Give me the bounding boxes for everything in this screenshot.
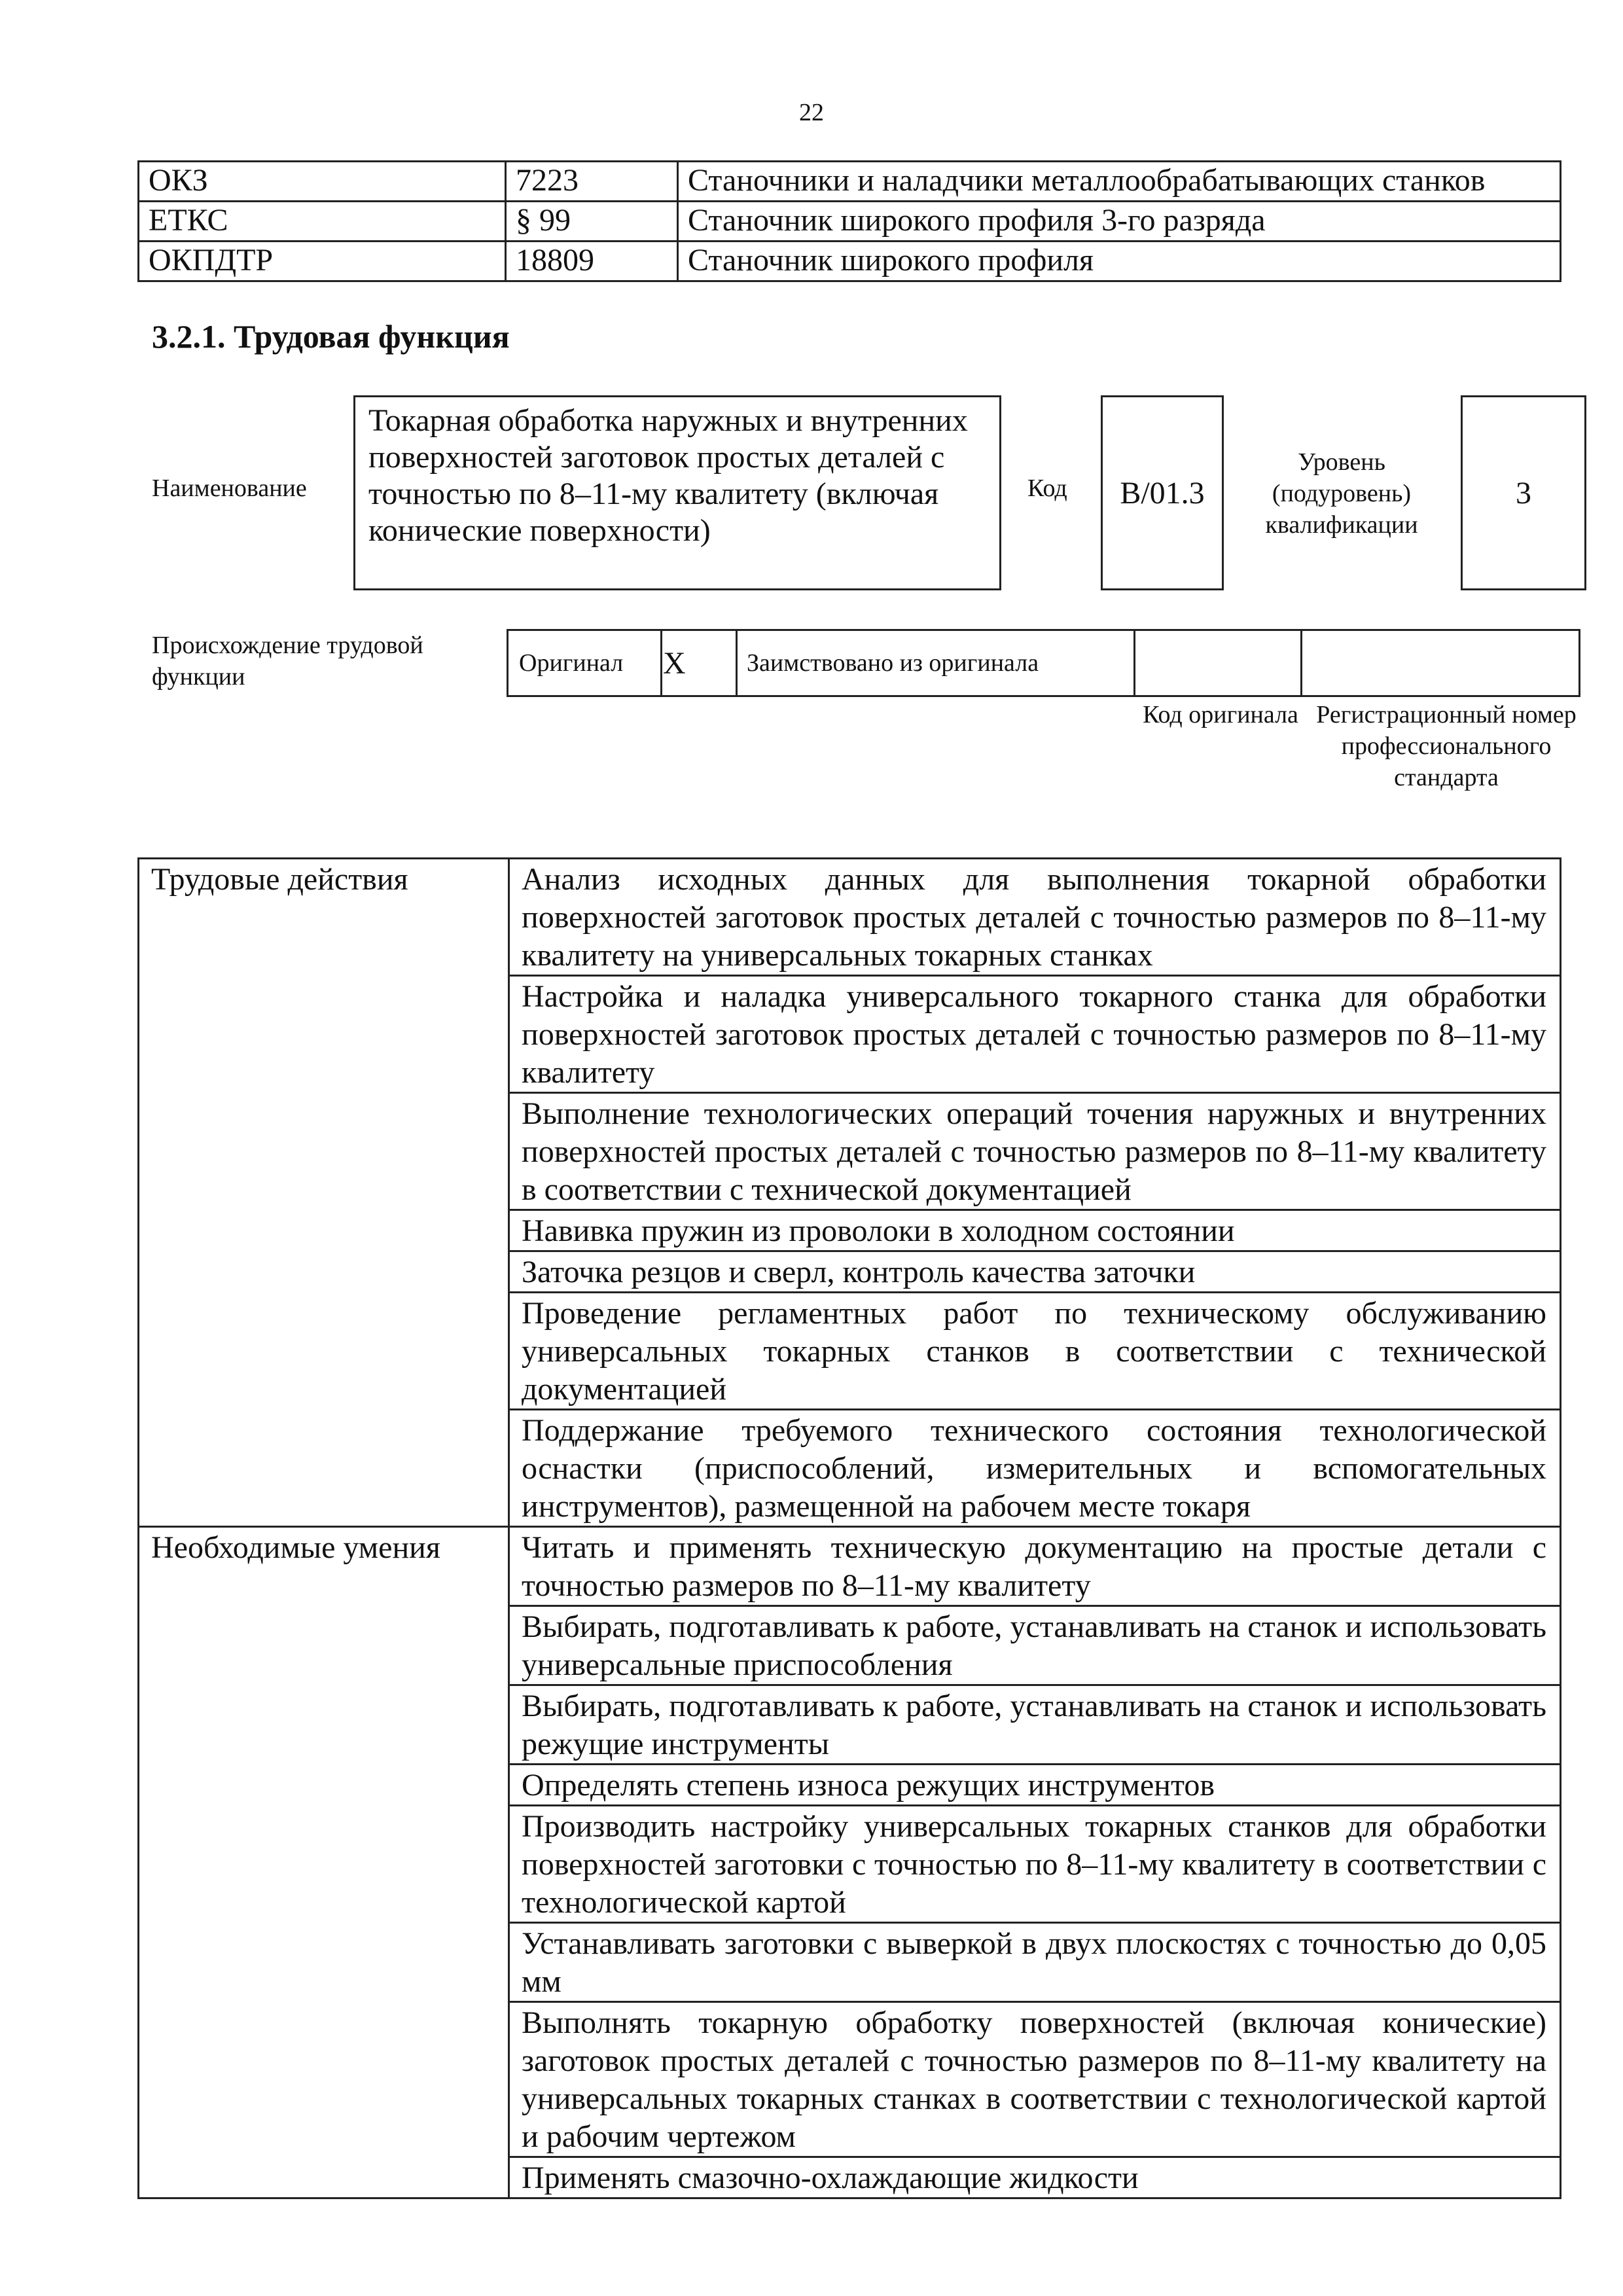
- level-label: Уровень (подуровень) квалификации: [1265, 448, 1418, 539]
- code-type-cell: ОКПДТР: [139, 242, 506, 281]
- occupation-name-cell: Станочники и наладчики металлообрабатывающих станков: [678, 162, 1561, 202]
- borrowed-label: Заимствовано из оригинала: [737, 630, 1135, 696]
- classification-table: [137, 160, 1561, 282]
- labor-actions-row: [139, 859, 1561, 976]
- code-label: Код: [1027, 475, 1067, 502]
- labor-actions-item: Поддержание требуемого технического состояния технологической оснастки (приспособлений, измерительных и вспомогательных инструментов), размещенной на рабочем месте токаря: [509, 1410, 1561, 1527]
- level-box: 3: [1461, 395, 1586, 590]
- labor-actions-item: Проведение регламентных работ по техническому обслуживанию универсальных токарных станков в соответствии с технической документацией: [509, 1293, 1561, 1410]
- code-type-cell: ЕТКС: [139, 202, 506, 242]
- function-name-box: Токарная обработка наружных и внутренних поверхностей заготовок простых деталей с точностью по 8–11-му квалитету (включая конические поверхности): [353, 395, 1001, 590]
- occupation-name-cell: Станочник широкого профиля 3-го разряда: [678, 202, 1561, 242]
- code-cell: 18809: [506, 242, 678, 281]
- original-label: Оригинал: [508, 630, 662, 696]
- labor-actions-item: Настройка и наладка универсального токарного станка для обработки поверхностей заготовок простых деталей с точностью размеров по 8–11-му квалитету: [509, 976, 1561, 1093]
- labor-actions-item: Анализ исходных данных для выполнения токарной обработки поверхностей заготовок простых деталей с точностью размеров по 8–11-му квалитету на универсальных токарных станках: [509, 859, 1561, 976]
- skills-item: Применять смазочно-охлаждающие жидкости: [509, 2157, 1561, 2198]
- section-heading: 3.2.1. Трудовая функция: [152, 318, 510, 355]
- origin-label: Происхождение трудовой функции: [152, 632, 423, 691]
- classification-row: [139, 162, 1561, 202]
- function-details-table: [137, 857, 1561, 2199]
- name-label: Наименование: [152, 475, 307, 502]
- function-code-box: B/01.3: [1101, 395, 1224, 590]
- labor-actions-item: Выполнение технологических операций точения наружных и внутренних поверхностей простых деталей с точностью размеров по 8–11-му квалитету в соответствии с технической документацией: [509, 1093, 1561, 1210]
- registration-number-cell: [1302, 630, 1580, 696]
- origin-table: [507, 629, 1580, 697]
- skills-item: Выполнять токарную обработку поверхностей (включая конические) заготовок простых деталей с точностью размеров по 8–11-му квалитету на универсальных токарных станках в соответствии с технологической картой и рабочим чертежом: [509, 2002, 1561, 2157]
- skills-item: Определять степень износа режущих инструментов: [509, 1765, 1561, 1806]
- labor-actions-item: Заточка резцов и сверл, контроль качества заточки: [509, 1251, 1561, 1293]
- labor-actions-item: Навивка пружин из проволоки в холодном состоянии: [509, 1210, 1561, 1251]
- code-type-cell: ОКЗ: [139, 162, 506, 202]
- skills-item: Устанавливать заготовки с выверкой в двух плоскостях с точностью до 0,05 мм: [509, 1923, 1561, 2002]
- skills-item: Производить настройку универсальных токарных станков для обработки поверхностей заготовки с точностью по 8–11-му квалитету в соответствии с технологической картой: [509, 1806, 1561, 1923]
- code-caption: Код оригинала: [1143, 701, 1298, 728]
- original-code-cell: [1135, 630, 1302, 696]
- code-cell: § 99: [506, 202, 678, 242]
- classification-row: [139, 202, 1561, 242]
- occupation-name-cell: Станочник широкого профиля: [678, 242, 1561, 281]
- skills-item: Читать и применять техническую документацию на простые детали с точностью размеров по 8–11-му квалитету: [509, 1527, 1561, 1606]
- classification-row: [139, 242, 1561, 281]
- skills-label: Необходимые умения: [139, 1527, 509, 2198]
- page-number: 22: [799, 99, 824, 126]
- code-cell: 7223: [506, 162, 678, 202]
- original-mark: X: [662, 630, 737, 696]
- reg-caption: Регистрационный номер профессионального стандарта: [1316, 701, 1577, 791]
- skills-item: Выбирать, подготавливать к работе, устанавливать на станок и использовать режущие инструменты: [509, 1685, 1561, 1765]
- labor-actions-label: Трудовые действия: [139, 859, 509, 1527]
- skills-row: [139, 1527, 1561, 1606]
- skills-item: Выбирать, подготавливать к работе, устанавливать на станок и использовать универсальные приспособления: [509, 1606, 1561, 1685]
